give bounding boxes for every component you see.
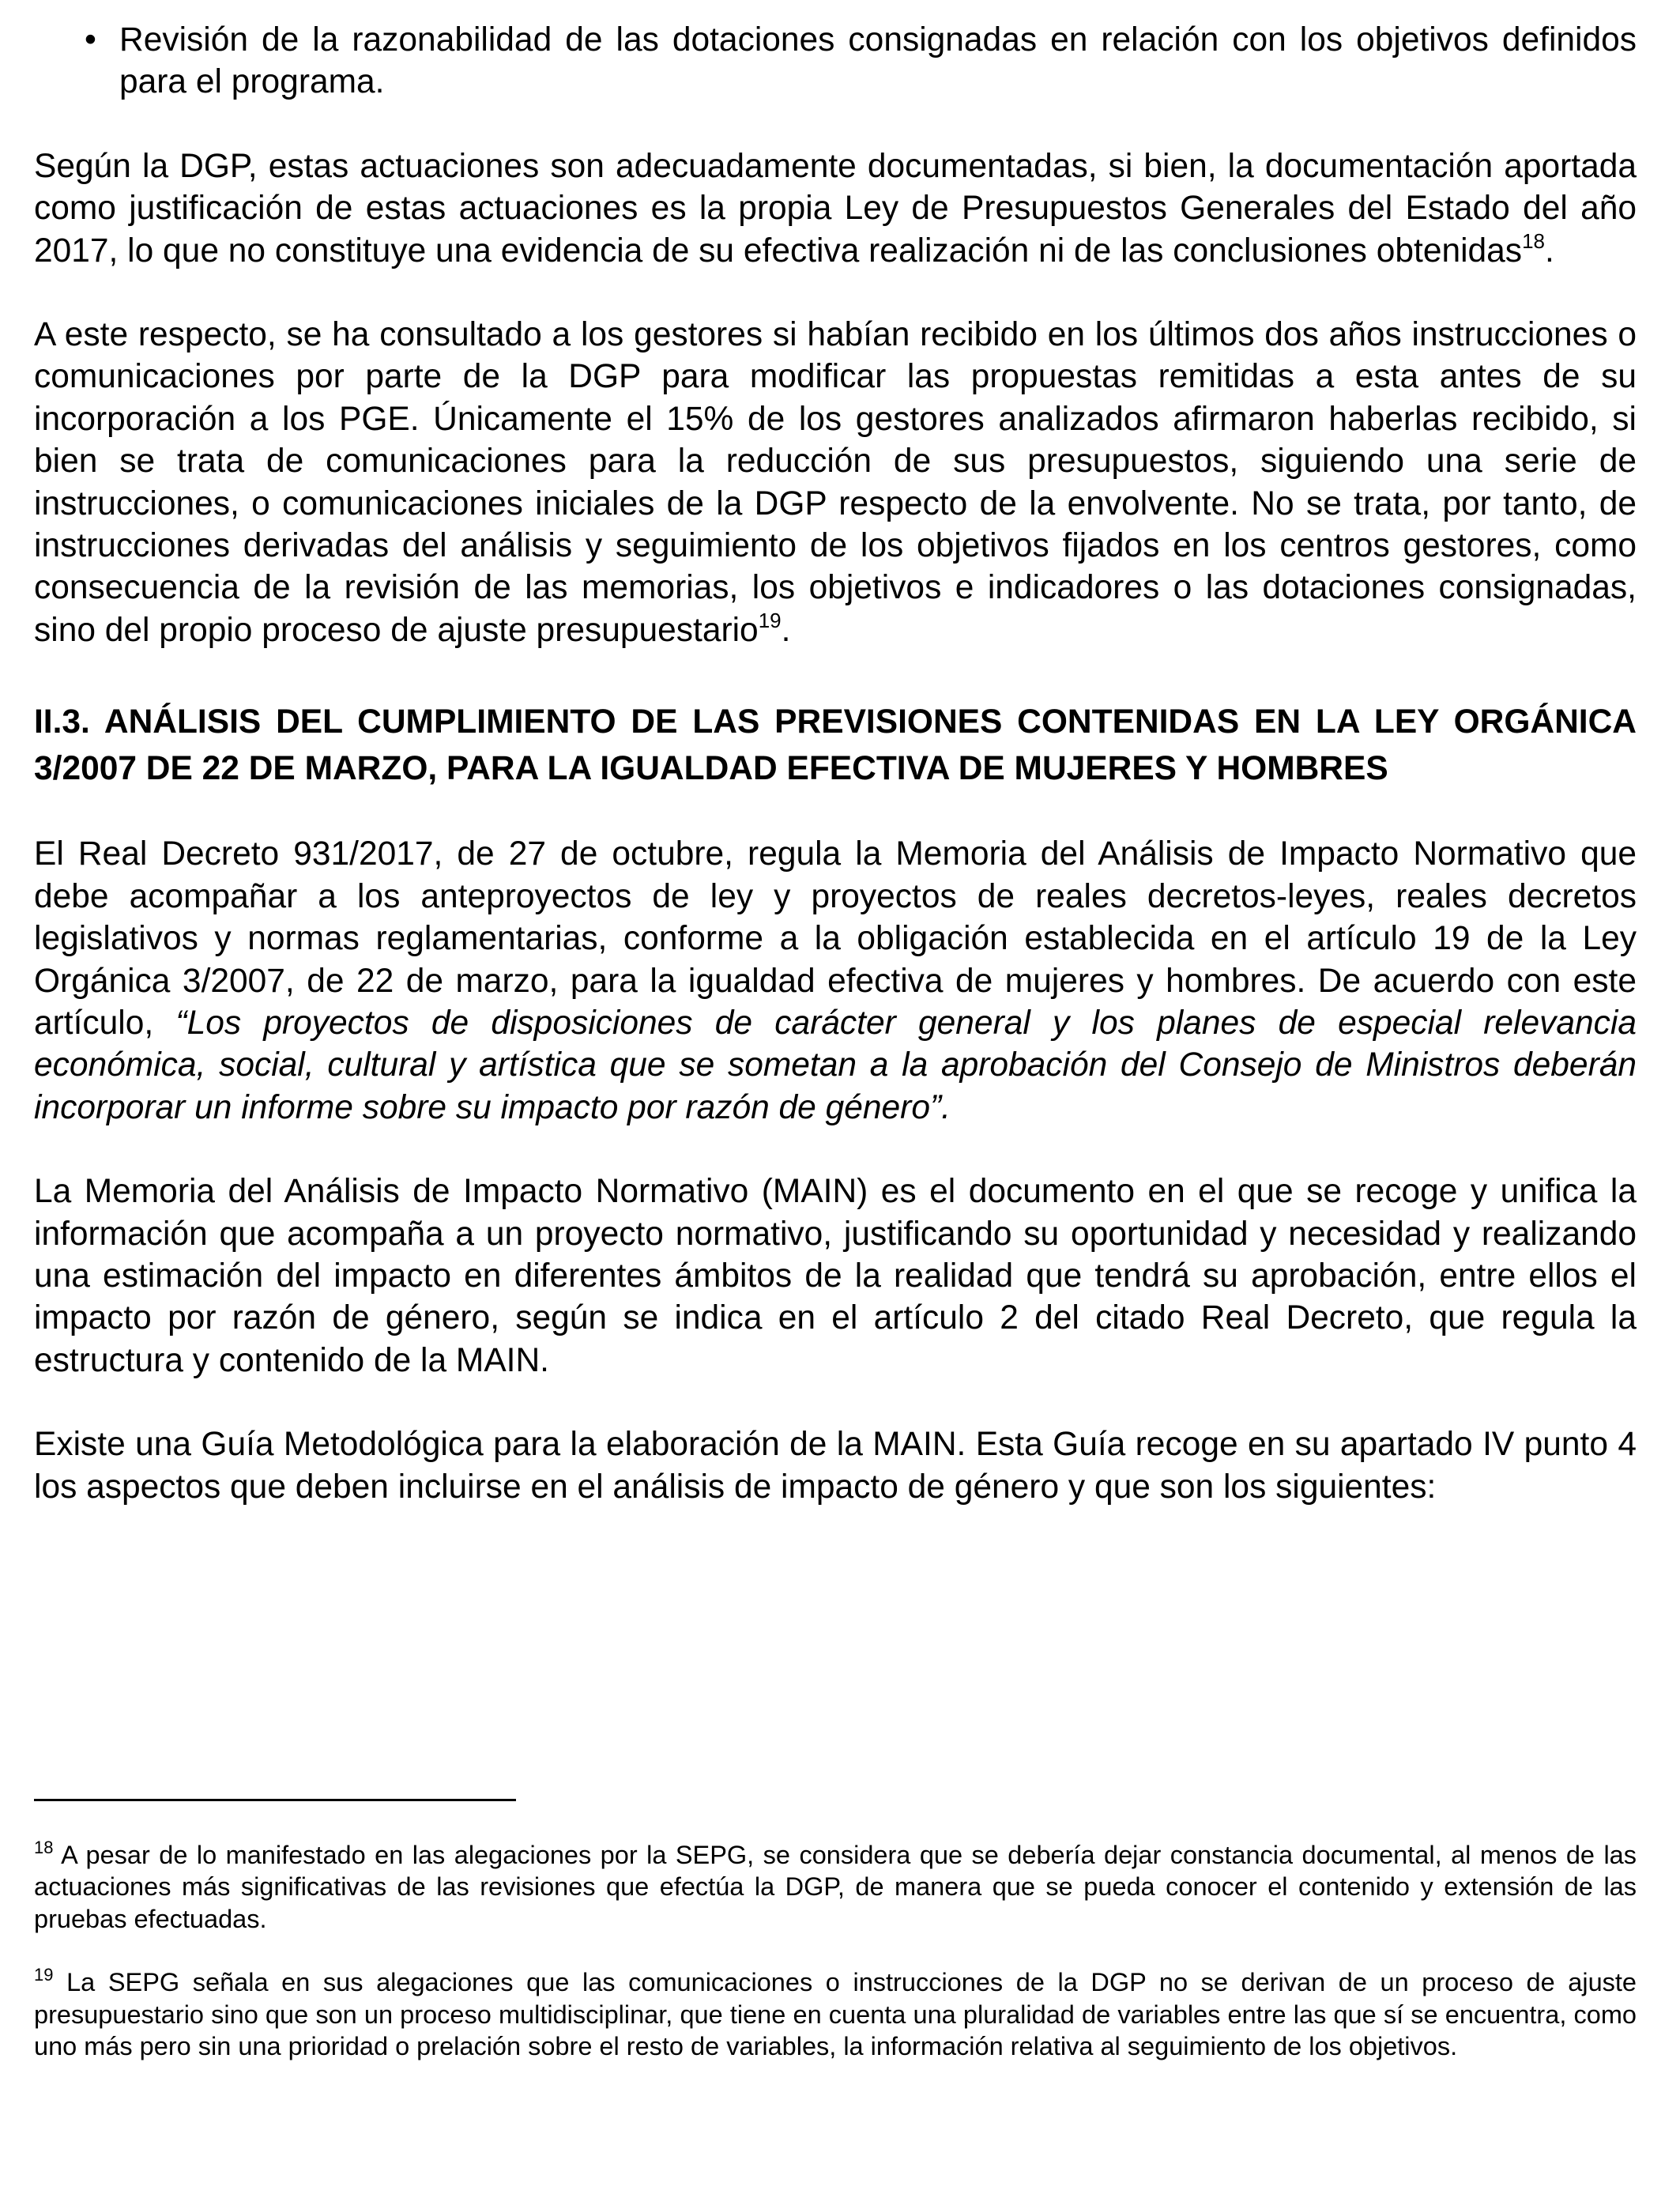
paragraph-text: La Memoria del Análisis de Impacto Normativo (MAIN) es el documento en el que se recoge y unifica la información que acompaña a un proyecto normativo, justificando su oportunidad y necesidad y realizando una estimación del impacto en diferentes ámbitos de la realidad que tendrá su aprobación, entre ellos el impacto por razón de género, según se indica en el artículo 2 del citado Real Decreto, que regula la estructura y contenido de la MAIN.: [34, 1173, 1637, 1379]
paragraph-guia-metodologica: [34, 1423, 1637, 1508]
paragraph-dgp-documentation: [34, 145, 1637, 272]
footnote-19: [34, 1966, 1637, 2062]
paragraph-text: A este respecto, se ha consultado a los gestores si habían recibido en los últimos dos años instrucciones o comunicaciones por parte de la DGP para modificar las propuestas remitidas a esta antes de su incorporación a los PGE. Únicamente el 15% de los gestores analizados afirmaron haberlas recibido, si bien se trata de comunicaciones para la reducción de sus presupuestos, siguiendo una serie de instrucciones, o comunicaciones iniciales de la DGP respecto de la envolvente. No se trata, por tanto, de instrucciones derivadas del análisis y seguimiento de los objetivos fijados en los centros gestores, como consecuencia de la revisión de las memorias, los objetivos e indicadores o las dotaciones consignadas, sino del propio proceso de ajuste presupuestario: [34, 316, 1637, 649]
quoted-article: “Los proyectos de disposiciones de carácter general y los planes de especial relevancia económica, social, cultural y artística que se sometan a la aprobación del Consejo de Ministros deberán incorporar un informe sobre su impacto por razón de género”.: [34, 1004, 1637, 1126]
paragraph-end: .: [781, 611, 791, 649]
footnote-separator: [34, 1799, 516, 1801]
section-title: ANÁLISIS DEL CUMPLIMIENTO DE LAS PREVISIONES CONTENIDAS EN LA LEY ORGÁNICA 3/2007 DE 22 DE MARZO, PARA LA IGUALDAD EFECTIVA DE MUJERES Y HOMBRES: [34, 703, 1637, 788]
paragraph-text: El Real Decreto 931/2017, de 27 de octubre, regula la Memoria del Análisis de Impacto Normativo que debe acompañar a los anteproyectos de ley y proyectos de reales decretos-leyes, reales decretos legislativos y normas reglamentarias, conforme a la obligación establecida en el artículo 19 de la Ley Orgánica 3/2007, de 22 de marzo, para la igualdad efectiva de mujeres y hombres. De acuerdo con este artículo,: [34, 835, 1637, 1042]
footnote-text: A pesar de lo manifestado en las alegaciones por la SEPG, se considera que se debería dejar constancia documental, al menos de las actuaciones más significativas de las revisiones que efectúa la DGP, de manera que se pueda conocer el contenido y extensión de las pruebas efectuadas.: [34, 1841, 1637, 1933]
footnote-ref-18[interactable]: 18: [1522, 228, 1545, 253]
paragraph-end: .: [1544, 232, 1554, 270]
paragraph-gestores-consulta: [34, 314, 1637, 651]
section-number: II.3.: [34, 703, 90, 741]
document-page: [34, 19, 1637, 1508]
section-heading: [34, 699, 1637, 792]
footnote-ref-19[interactable]: 19: [758, 608, 782, 632]
paragraph-real-decreto: [34, 833, 1637, 1129]
footnote-text: La SEPG señala en sus alegaciones que las comunicaciones o instrucciones de la DGP no se derivan de un proceso de ajuste presupuestario sino que son un proceso multidisciplinar, que tiene en cuenta una pluralidad de variables entre las que sí se encuentra, como uno más pero sin una prioridad o prelación sobre el resto de variables, la información relativa al seguimiento de los objetivos.: [34, 1968, 1637, 2061]
paragraph-text: Según la DGP, estas actuaciones son adecuadamente documentadas, si bien, la documentación aportada como justificación de estas actuaciones es la propia Ley de Presupuestos Generales del Estado del año 2017, lo que no constituye una evidencia de su efectiva realización ni de las conclusiones obtenidas: [34, 147, 1637, 270]
footnotes: [34, 1839, 1637, 2062]
footnote-18: [34, 1839, 1637, 1935]
footnote-number: 19: [34, 1965, 54, 1985]
paragraph-main-definition: [34, 1171, 1637, 1382]
bullet-mark: •: [85, 21, 96, 58]
paragraph-text: Existe una Guía Metodológica para la elaboración de la MAIN. Esta Guía recoge en su apartado IV punto 4 los aspectos que deben incluirse en el análisis de impacto de género y que son los siguientes:: [34, 1426, 1637, 1506]
bullet-item: [85, 19, 1637, 104]
bullet-text: Revisión de la razonabilidad de las dotaciones consignadas en relación con los objetivos definidos para el programa.: [119, 21, 1637, 101]
footnote-number: 18: [34, 1838, 54, 1857]
